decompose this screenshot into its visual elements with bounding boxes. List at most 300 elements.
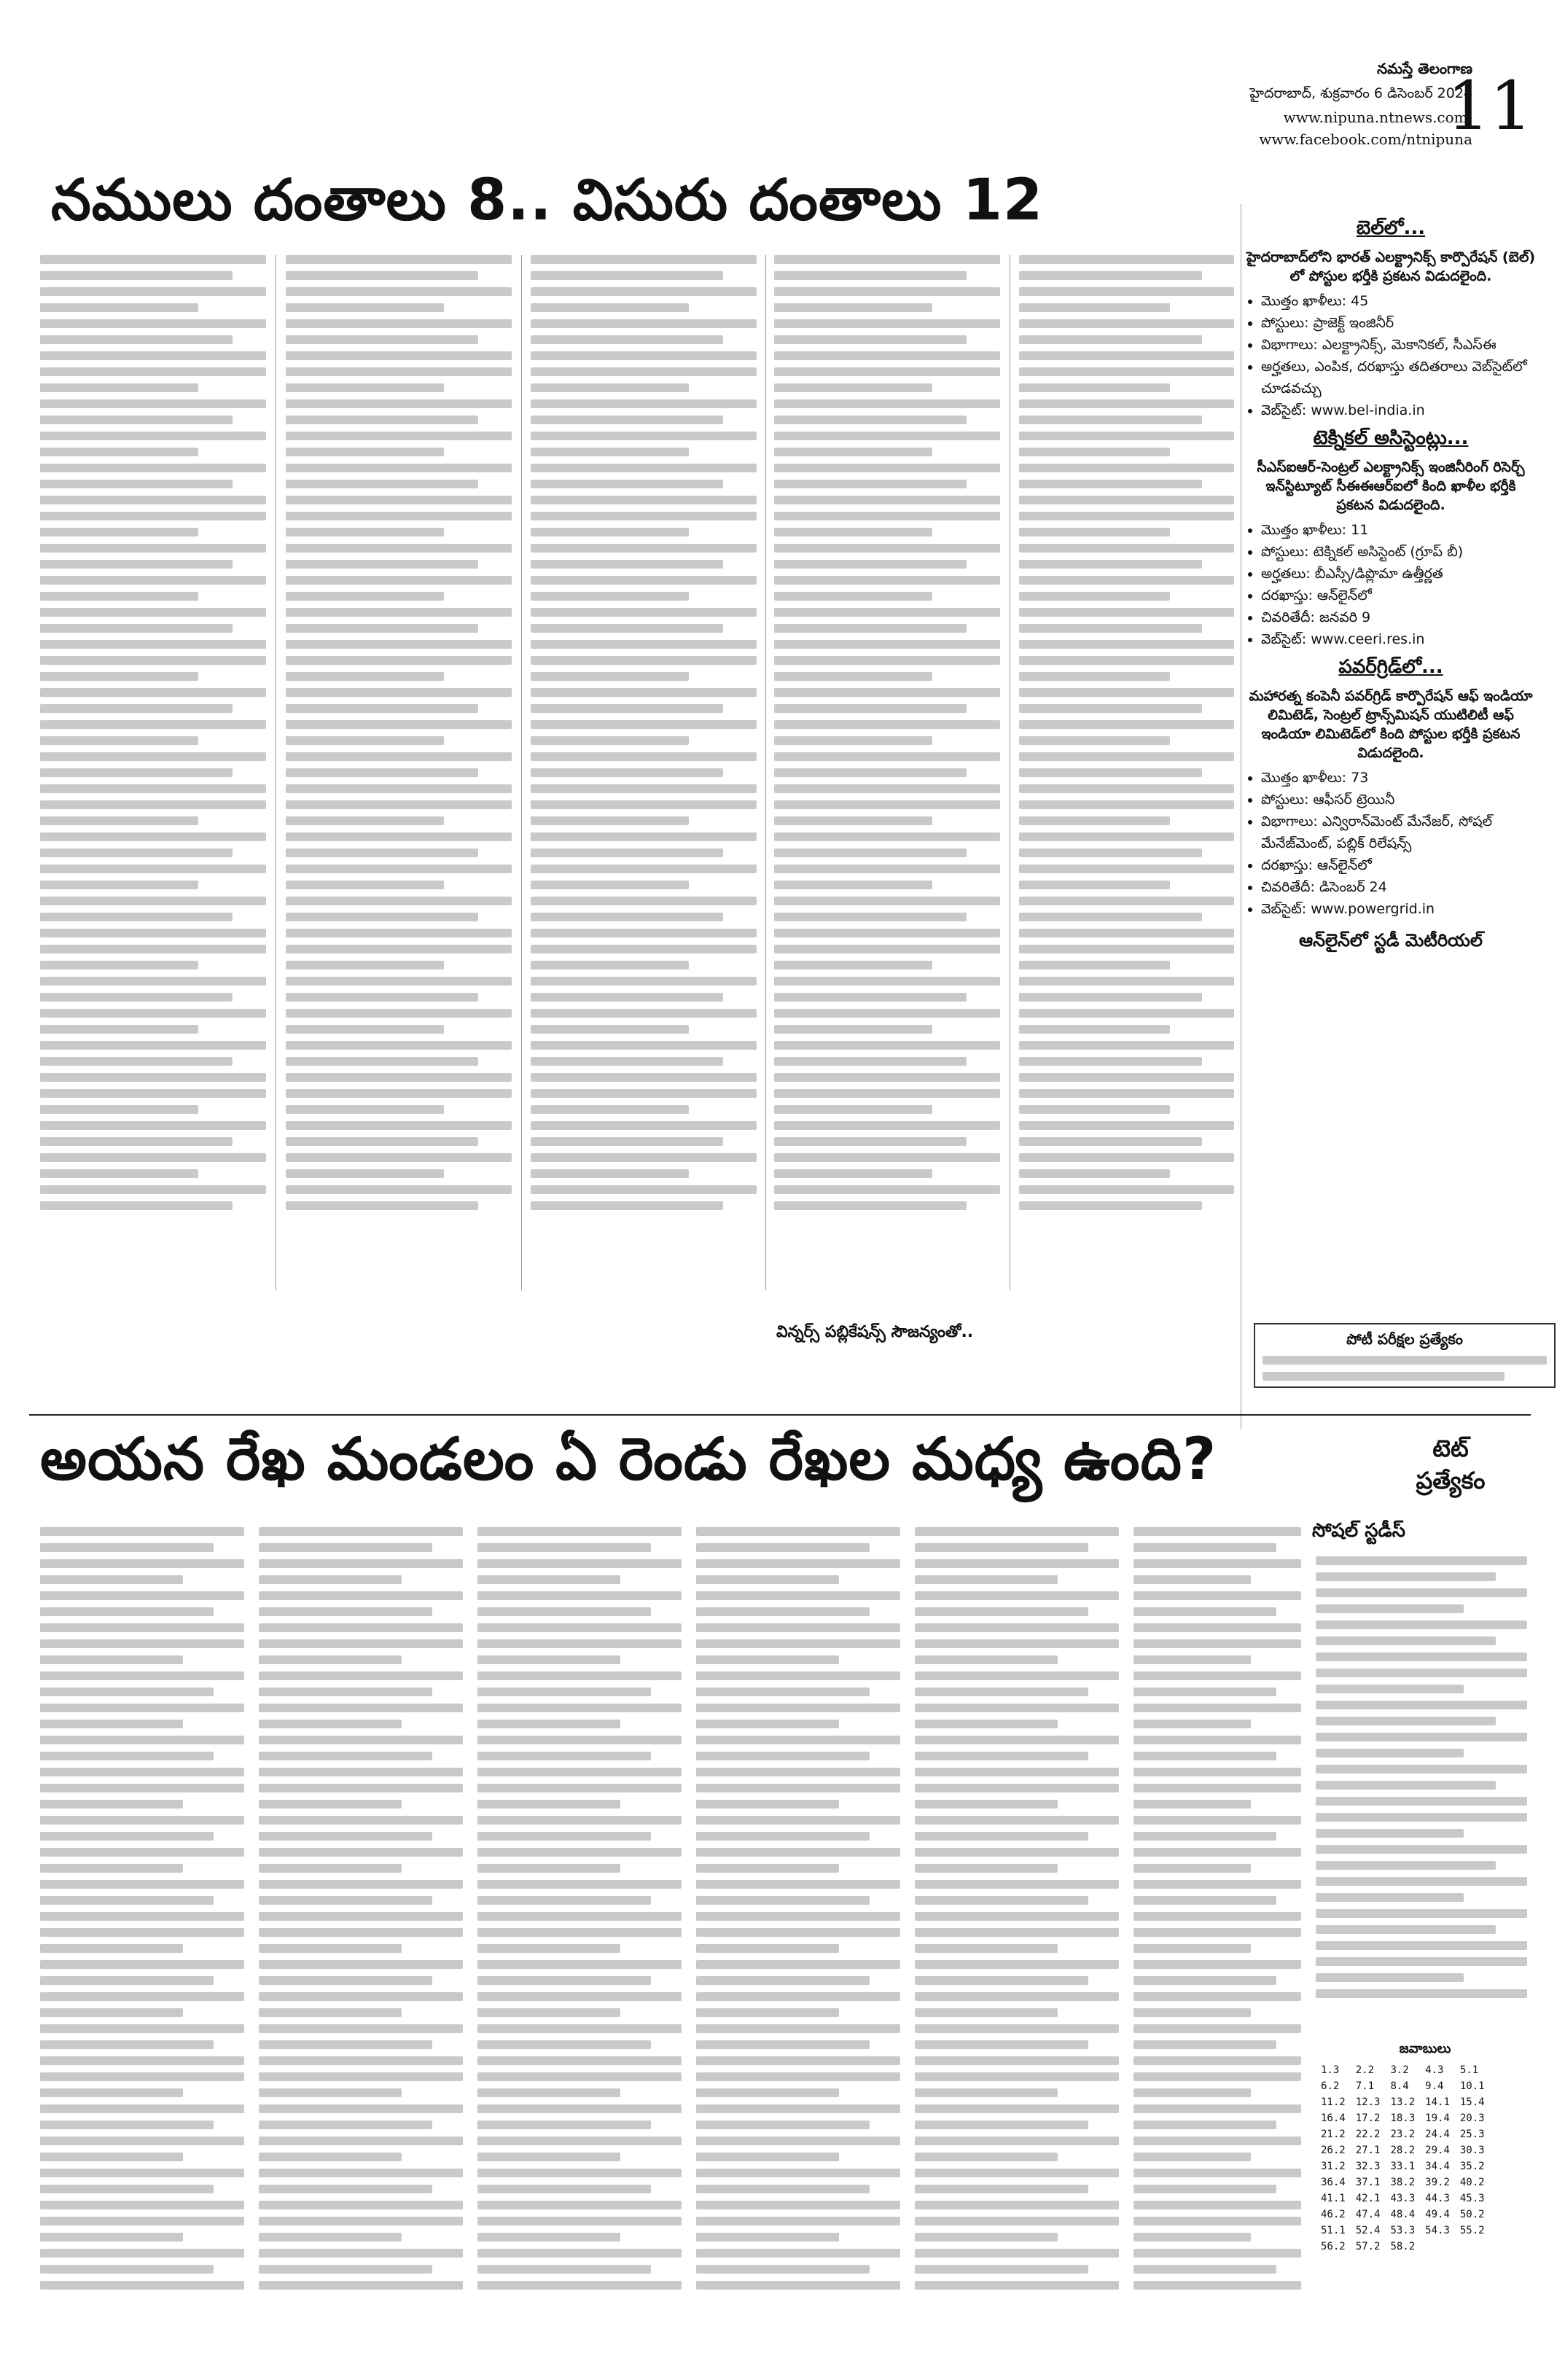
text-line xyxy=(531,897,757,905)
text-line xyxy=(1019,752,1234,761)
text-line xyxy=(40,993,233,1002)
text-line xyxy=(477,2120,651,2129)
text-line xyxy=(259,2233,402,2242)
text-line xyxy=(259,1912,463,1921)
text-line xyxy=(531,1041,757,1050)
text-line xyxy=(1019,929,1234,937)
text-line xyxy=(40,1137,233,1146)
text-line xyxy=(915,2281,1119,2290)
text-line xyxy=(477,2072,682,2081)
text-line xyxy=(915,1864,1058,1873)
text-line xyxy=(259,1591,463,1600)
text-line xyxy=(774,608,1000,617)
text-line xyxy=(774,367,1000,376)
text-line xyxy=(774,784,1000,793)
text-line xyxy=(696,2104,900,2113)
text-line xyxy=(1133,1688,1276,1696)
answer-cell: 52.4 xyxy=(1355,2225,1381,2236)
text-line xyxy=(40,913,233,921)
text-line xyxy=(915,2120,1088,2129)
text-line xyxy=(1133,2281,1301,2290)
text-line xyxy=(1133,1559,1301,1568)
answer-row xyxy=(1316,2239,1490,2255)
answer-cell: 37.1 xyxy=(1355,2177,1381,2188)
text-line xyxy=(1316,1685,1464,1693)
job-item: • దరఖాస్తు: ఆన్‌లైన్‌లో xyxy=(1261,585,1537,606)
text-line xyxy=(531,961,689,969)
text-line xyxy=(915,1623,1119,1632)
text-line xyxy=(774,1057,967,1066)
answer-row xyxy=(1316,2062,1490,2078)
text-line xyxy=(1133,1912,1301,1921)
job-title: టెక్నికల్ అసిస్టెంట్లు... xyxy=(1313,427,1469,449)
text-line xyxy=(286,351,512,360)
text-line xyxy=(259,1992,463,2001)
text-line xyxy=(1133,2088,1251,2097)
text-line xyxy=(40,816,198,825)
text-line xyxy=(915,2072,1119,2081)
text-line xyxy=(477,2088,620,2097)
text-line xyxy=(531,1057,723,1066)
text-line xyxy=(477,2281,682,2290)
text-line xyxy=(286,319,512,328)
text-line xyxy=(286,929,512,937)
text-line xyxy=(1133,2153,1251,2161)
text-line xyxy=(40,720,266,729)
text-line xyxy=(40,736,198,745)
quiz-column-5 xyxy=(915,1527,1119,2290)
text-line xyxy=(1133,1655,1251,1664)
text-line xyxy=(1133,1639,1301,1648)
text-line xyxy=(477,2217,682,2225)
text-line xyxy=(774,383,932,392)
text-line xyxy=(915,2217,1119,2225)
text-line xyxy=(774,351,1000,360)
text-line xyxy=(1133,1880,1301,1889)
text-line xyxy=(40,961,198,969)
text-line xyxy=(40,399,266,408)
text-line xyxy=(477,1655,620,1664)
text-line xyxy=(915,2056,1119,2065)
quiz-headline: అయన రేఖ మండలం ఏ రెండు రేఖల మధ్య ఉంది? xyxy=(40,1425,1217,1493)
text-line xyxy=(259,2008,402,2017)
text-line xyxy=(1019,383,1170,392)
text-line xyxy=(531,848,723,857)
job-ceeri xyxy=(1245,427,1537,650)
text-line xyxy=(1133,1543,1276,1552)
text-line xyxy=(1019,560,1202,569)
text-line xyxy=(531,1089,757,1098)
text-line xyxy=(774,576,1000,585)
text-line xyxy=(286,1153,512,1162)
text-line xyxy=(1133,2137,1301,2145)
text-line xyxy=(1133,2104,1301,2113)
text-line xyxy=(915,2169,1119,2177)
text-line xyxy=(1019,1057,1202,1066)
text-line xyxy=(259,2137,463,2145)
text-line xyxy=(1019,881,1170,889)
text-line xyxy=(1133,1575,1251,1584)
job-item: • చివరితేదీ: డిసెంబర్ 24 xyxy=(1261,876,1537,898)
text-line xyxy=(774,432,1000,440)
text-line xyxy=(915,1976,1088,1985)
text-line xyxy=(477,1720,620,1728)
text-line xyxy=(259,2249,463,2258)
text-line xyxy=(259,2265,432,2274)
text-line xyxy=(1019,800,1234,809)
text-line xyxy=(774,1025,932,1034)
text-line xyxy=(477,1688,651,1696)
text-line xyxy=(1316,1925,1496,1934)
text-line xyxy=(1019,528,1170,537)
text-line xyxy=(477,2056,682,2065)
text-line xyxy=(531,752,757,761)
text-line xyxy=(1316,1829,1464,1838)
text-line xyxy=(40,1752,214,1760)
text-line xyxy=(40,2249,244,2258)
text-line xyxy=(774,480,967,488)
text-line xyxy=(774,832,1000,841)
text-line xyxy=(696,1960,900,1969)
text-line xyxy=(696,2040,870,2049)
text-line xyxy=(531,480,723,488)
text-line xyxy=(696,1784,900,1792)
text-line xyxy=(1019,945,1234,953)
text-line xyxy=(477,1623,682,1632)
text-line xyxy=(477,1671,682,1680)
text-line xyxy=(915,1655,1058,1664)
text-line xyxy=(696,1752,870,1760)
quiz-column-7 xyxy=(1316,1556,1527,1998)
text-line xyxy=(774,303,932,312)
text-line xyxy=(696,2233,839,2242)
answer-cell: 38.2 xyxy=(1390,2177,1416,2188)
text-line xyxy=(915,1800,1058,1809)
text-line xyxy=(259,1960,463,1969)
text-line xyxy=(774,496,1000,504)
text-line xyxy=(286,897,512,905)
answer-cell: 22.2 xyxy=(1355,2129,1381,2140)
text-line xyxy=(40,496,266,504)
text-line xyxy=(774,1089,1000,1098)
answer-cell: 16.4 xyxy=(1321,2112,1346,2124)
text-line xyxy=(259,2153,402,2161)
answer-cell: 45.3 xyxy=(1459,2193,1485,2204)
answer-cell xyxy=(1455,2239,1490,2255)
text-line xyxy=(286,480,478,488)
text-line xyxy=(286,1105,444,1114)
answer-row xyxy=(1316,2078,1490,2094)
text-line xyxy=(40,2281,244,2290)
text-line xyxy=(286,800,512,809)
text-line xyxy=(915,1768,1119,1776)
text-line xyxy=(774,560,967,569)
text-line xyxy=(40,415,233,424)
text-line xyxy=(1316,1781,1496,1790)
answer-cell: 3.2 xyxy=(1390,2064,1409,2076)
text-line xyxy=(696,2056,900,2065)
text-line xyxy=(774,897,1000,905)
text-line xyxy=(40,432,266,440)
text-line xyxy=(40,1800,183,1809)
text-line xyxy=(259,1848,463,1857)
text-line xyxy=(286,303,444,312)
text-line xyxy=(774,993,967,1002)
text-line xyxy=(259,1832,432,1841)
text-line xyxy=(286,512,512,520)
text-line xyxy=(531,319,757,328)
answer-cell: 24.4 xyxy=(1425,2129,1450,2140)
text-line xyxy=(1133,1816,1301,1825)
text-line xyxy=(696,1623,900,1632)
text-line xyxy=(286,383,444,392)
text-line xyxy=(1316,1989,1527,1998)
text-line xyxy=(1019,255,1234,264)
text-line xyxy=(774,640,1000,649)
text-line xyxy=(1019,1185,1234,1194)
text-line xyxy=(531,800,757,809)
text-line xyxy=(40,1591,244,1600)
text-line xyxy=(286,544,512,553)
text-line xyxy=(286,399,512,408)
text-line xyxy=(1019,640,1234,649)
text-line xyxy=(40,1623,244,1632)
answer-cell: 44.3 xyxy=(1425,2193,1450,2204)
text-line xyxy=(40,1559,244,1568)
text-line xyxy=(915,1896,1088,1905)
text-line xyxy=(477,1784,682,1792)
answer-cell: 43.3 xyxy=(1390,2193,1416,2204)
text-line xyxy=(915,1992,1119,2001)
text-line xyxy=(531,656,757,665)
text-line xyxy=(531,1009,757,1018)
text-line xyxy=(1019,736,1170,745)
text-line xyxy=(774,624,967,633)
text-line xyxy=(774,752,1000,761)
text-line xyxy=(774,464,1000,472)
job-item: • పోస్టులు: ప్రాజెక్ట్ ఇంజినీర్ xyxy=(1261,312,1537,334)
text-line xyxy=(40,1089,266,1098)
text-line xyxy=(1316,1797,1527,1806)
text-line xyxy=(531,399,757,408)
text-line xyxy=(259,2201,463,2209)
text-line xyxy=(774,720,1000,729)
answer-cell: 49.4 xyxy=(1425,2209,1450,2220)
text-line xyxy=(531,1073,757,1082)
text-line xyxy=(531,832,757,841)
text-line xyxy=(286,1009,512,1018)
text-line xyxy=(1316,1749,1464,1757)
answer-cell: 17.2 xyxy=(1355,2112,1381,2124)
text-line xyxy=(774,1137,967,1146)
text-line xyxy=(696,1559,900,1568)
answer-row xyxy=(1316,2126,1490,2142)
facebook-link[interactable]: www.facebook.com/ntnipuna xyxy=(1259,130,1472,148)
text-line xyxy=(531,929,757,937)
text-line xyxy=(286,608,512,617)
study-material-link[interactable]: ఆన్‌లైన్‌లో స్టడీ మెటీరియల్ xyxy=(1299,930,1483,951)
answer-cell: 19.4 xyxy=(1425,2112,1450,2124)
text-line xyxy=(915,1928,1119,1937)
job-title: పవర్‌గ్రిడ్‌లో... xyxy=(1338,656,1443,678)
text-line xyxy=(40,2024,244,2033)
text-line xyxy=(1019,977,1234,986)
text-line xyxy=(1133,1720,1251,1728)
answer-cell: 29.4 xyxy=(1425,2145,1450,2156)
text-line xyxy=(40,2072,244,2081)
text-line xyxy=(774,1153,1000,1162)
text-line xyxy=(774,448,932,456)
text-line xyxy=(915,1816,1119,1825)
text-line xyxy=(1019,688,1234,697)
text-line xyxy=(774,848,967,857)
text-line xyxy=(286,704,478,713)
article-column-4 xyxy=(774,255,1000,1210)
quiz-column-4 xyxy=(696,1527,900,2290)
text-line xyxy=(774,335,967,344)
text-line xyxy=(1133,2056,1301,2065)
text-line xyxy=(1133,2265,1276,2274)
text-line xyxy=(286,832,512,841)
text-line xyxy=(774,319,1000,328)
text-line xyxy=(259,2120,432,2129)
text-line xyxy=(774,736,932,745)
text-line xyxy=(915,1912,1119,1921)
text-line xyxy=(1019,704,1202,713)
text-line xyxy=(531,881,689,889)
text-line xyxy=(531,1201,723,1210)
text-line xyxy=(696,1912,900,1921)
text-line xyxy=(774,768,967,777)
text-line xyxy=(477,1880,682,1889)
text-line xyxy=(531,544,757,553)
answer-cell: 54.3 xyxy=(1425,2225,1450,2236)
text-line xyxy=(915,2201,1119,2209)
text-line xyxy=(774,1041,1000,1050)
text-line xyxy=(696,1800,839,1809)
text-line xyxy=(696,2120,870,2129)
text-line xyxy=(40,1928,244,1937)
text-line xyxy=(477,2169,682,2177)
text-line xyxy=(40,367,266,376)
text-line xyxy=(477,1800,620,1809)
text-line xyxy=(40,865,266,873)
text-line xyxy=(531,688,757,697)
text-line xyxy=(40,512,266,520)
job-item: • వెబ్‌సైట్: www.powergrid.in xyxy=(1261,898,1537,920)
quiz-tag-line: టెట్ xyxy=(1432,1435,1469,1462)
text-line xyxy=(40,2265,214,2274)
text-line xyxy=(1133,1607,1276,1616)
text-line xyxy=(696,1976,870,1985)
text-line xyxy=(40,1912,244,1921)
text-line xyxy=(1133,1784,1301,1792)
text-line xyxy=(259,1559,463,1568)
text-line xyxy=(259,1527,463,1536)
text-line xyxy=(774,881,932,889)
text-line xyxy=(531,640,757,649)
text-line xyxy=(696,1736,900,1744)
text-line xyxy=(696,1944,839,1953)
text-line xyxy=(1316,1765,1527,1774)
text-line xyxy=(286,656,512,665)
text-line xyxy=(259,1688,432,1696)
answer-cell: 34.4 xyxy=(1425,2161,1450,2172)
text-line xyxy=(40,1704,244,1712)
job-item: • దరఖాస్తు: ఆన్‌లైన్‌లో xyxy=(1261,854,1537,876)
text-line xyxy=(915,2249,1119,2258)
text-line xyxy=(1133,1960,1301,1969)
text-line xyxy=(40,383,198,392)
text-line xyxy=(1133,1832,1276,1841)
text-line xyxy=(915,1736,1119,1744)
text-line xyxy=(40,1816,244,1825)
text-line xyxy=(40,544,266,553)
website-link[interactable]: www.nipuna.ntnews.com, xyxy=(1283,109,1472,126)
text-line xyxy=(286,961,444,969)
text-line xyxy=(477,1928,682,1937)
article-column-1 xyxy=(40,255,266,1210)
answer-cell: 40.2 xyxy=(1459,2177,1485,2188)
text-line xyxy=(1133,1848,1301,1857)
text-line xyxy=(40,1864,183,1873)
text-line xyxy=(915,1688,1088,1696)
text-line xyxy=(40,1944,183,1953)
text-line xyxy=(1019,351,1234,360)
text-line xyxy=(477,2201,682,2209)
text-line xyxy=(774,656,1000,665)
text-line xyxy=(40,271,233,280)
text-line xyxy=(531,784,757,793)
text-line xyxy=(696,1816,900,1825)
text-line xyxy=(40,640,266,649)
text-line xyxy=(1019,1169,1170,1178)
text-line xyxy=(40,448,198,456)
text-line xyxy=(1133,2169,1301,2177)
text-line xyxy=(531,1137,723,1146)
answer-key-table xyxy=(1316,2062,1490,2255)
job-item: • పోస్టులు: టెక్నికల్ అసిస్టెంట్ (గ్రూప్ బీ) xyxy=(1261,541,1537,563)
text-line xyxy=(1019,303,1170,312)
job-bel xyxy=(1245,217,1537,421)
text-line xyxy=(1019,720,1234,729)
answer-key-title: జవాబులు xyxy=(1399,2041,1451,2056)
text-line xyxy=(774,1073,1000,1082)
text-line xyxy=(286,865,512,873)
text-line xyxy=(1019,1041,1234,1050)
text-line xyxy=(40,1671,244,1680)
text-line xyxy=(1316,1572,1496,1581)
text-line xyxy=(40,752,266,761)
text-line xyxy=(477,1944,620,1953)
text-line xyxy=(40,335,233,344)
text-line xyxy=(477,1960,682,1969)
text-line xyxy=(477,2185,651,2193)
text-line xyxy=(477,1864,620,1873)
article-column-2 xyxy=(286,255,512,1210)
text-line xyxy=(477,1527,682,1536)
text-line xyxy=(531,1153,757,1162)
text-line xyxy=(286,528,444,537)
text-line xyxy=(259,1768,463,1776)
text-line xyxy=(1019,1073,1234,1082)
text-line xyxy=(286,1041,512,1050)
text-line xyxy=(1019,1137,1202,1146)
text-line xyxy=(774,800,1000,809)
text-line xyxy=(40,1073,266,1082)
text-line xyxy=(40,1688,214,1696)
text-line xyxy=(40,319,266,328)
